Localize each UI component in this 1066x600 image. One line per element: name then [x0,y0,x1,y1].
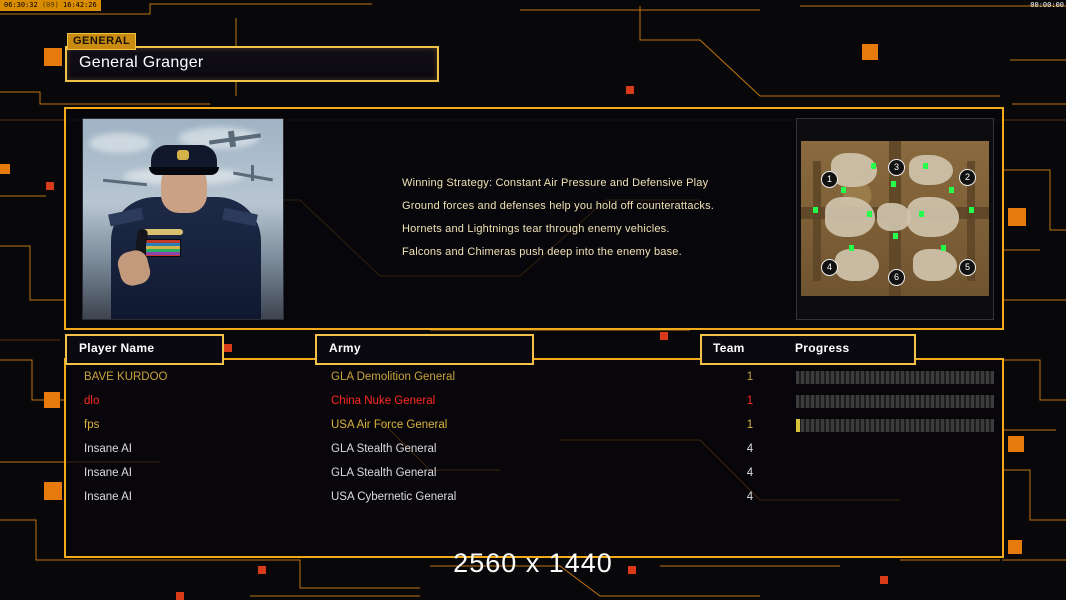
osd-left-readout [0,0,101,11]
player-progress-ticks [796,419,994,432]
minimap-start-5: 5 [959,259,976,276]
minimap-rock [825,197,875,237]
header-progress-label: Progress [795,341,850,355]
header-player-name [65,334,224,365]
minimap-supply [841,187,846,193]
general-portrait [82,118,284,320]
osd-left-main: 06:30:32 [4,1,38,9]
portrait-cap-badge [177,150,189,160]
player-name: Insane AI [84,443,132,455]
header-player-name-label: Player Name [79,341,155,355]
minimap-supply [849,245,854,251]
player-team: 1 [746,395,754,407]
general-name-field[interactable] [65,46,439,82]
minimap-supply [891,181,896,187]
player-army: China Nuke General [331,395,436,407]
player-army: USA Air Force General [331,419,448,431]
minimap-supply [949,187,954,193]
player-progress [796,419,994,432]
minimap-start-6: 6 [888,269,905,286]
portrait-aircraft [251,165,254,181]
table-row[interactable] [66,439,1002,463]
minimap-supply [867,211,872,217]
minimap-supply [813,207,818,213]
minimap-supply [969,207,974,213]
player-army: GLA Stealth General [331,467,437,479]
table-row[interactable] [66,487,1002,511]
minimap-frame [796,118,994,320]
portrait-wings-badge [143,229,183,235]
osd-left-sub: (09) [41,1,59,9]
player-progress [796,395,994,408]
table-row[interactable] [66,391,1002,415]
briefing-panel [64,107,1004,330]
player-name: dlo [84,395,100,407]
minimap-rock [907,197,959,237]
player-name: fps [84,419,100,431]
player-table [64,358,1004,558]
header-team-progress [700,334,916,365]
minimap-start-1: 1 [821,171,838,188]
player-army: GLA Demolition General [331,371,456,383]
portrait-cap-brim [149,167,219,175]
minimap-start-3: 3 [888,159,905,176]
table-row[interactable] [66,463,1002,487]
header-army-label: Army [329,341,361,355]
minimap-rock [913,249,957,281]
player-team: 1 [746,371,754,383]
osd-left-time: 16:42:26 [63,1,97,9]
table-row[interactable] [66,367,1002,391]
strategy-text-block [402,177,782,269]
strategy-line: Hornets and Lightnings tear through enemy vehicles. [402,223,670,235]
osd-right-timer: 00:00:00 [1030,1,1064,9]
minimap-start-2: 2 [959,169,976,186]
minimap-supply [941,245,946,251]
player-team: 4 [746,443,754,455]
player-progress [796,371,994,384]
general-tag: GENERAL [67,33,136,50]
minimap-supply [923,163,928,169]
player-progress-ticks [796,395,994,408]
minimap-start-4: 4 [821,259,838,276]
player-progress-ticks [796,371,994,384]
header-army [315,334,534,365]
player-name: BAVE KURDOO [84,371,168,383]
minimap-rock [835,249,879,281]
player-team: 4 [746,491,754,503]
minimap-rock [877,203,911,231]
minimap-path [813,161,821,281]
general-name-text: General Granger [79,54,204,71]
header-team-label: Team [713,341,745,355]
minimap-rock [831,153,877,187]
player-progress-fill [796,419,800,432]
strategy-line: Ground forces and defenses help you hold off counterattacks. [402,200,715,212]
portrait-cloud [89,133,151,153]
table-row[interactable] [66,415,1002,439]
player-name: Insane AI [84,467,132,479]
minimap-supply [919,211,924,217]
strategy-line: Winning Strategy: Constant Air Pressure and Defensive Play [402,177,709,189]
player-team: 1 [746,419,754,431]
minimap-supply [871,163,876,169]
minimap-rock [909,155,953,185]
player-army: GLA Stealth General [331,443,437,455]
player-name: Insane AI [84,491,132,503]
player-army: USA Cybernetic General [331,491,457,503]
player-team: 4 [746,467,754,479]
strategy-line: Falcons and Chimeras push deep into the enemy base. [402,246,682,258]
minimap-supply [893,233,898,239]
resolution-watermark: 2560 x 1440 [453,548,613,578]
portrait-ribbons [145,239,181,257]
minimap [801,141,989,296]
